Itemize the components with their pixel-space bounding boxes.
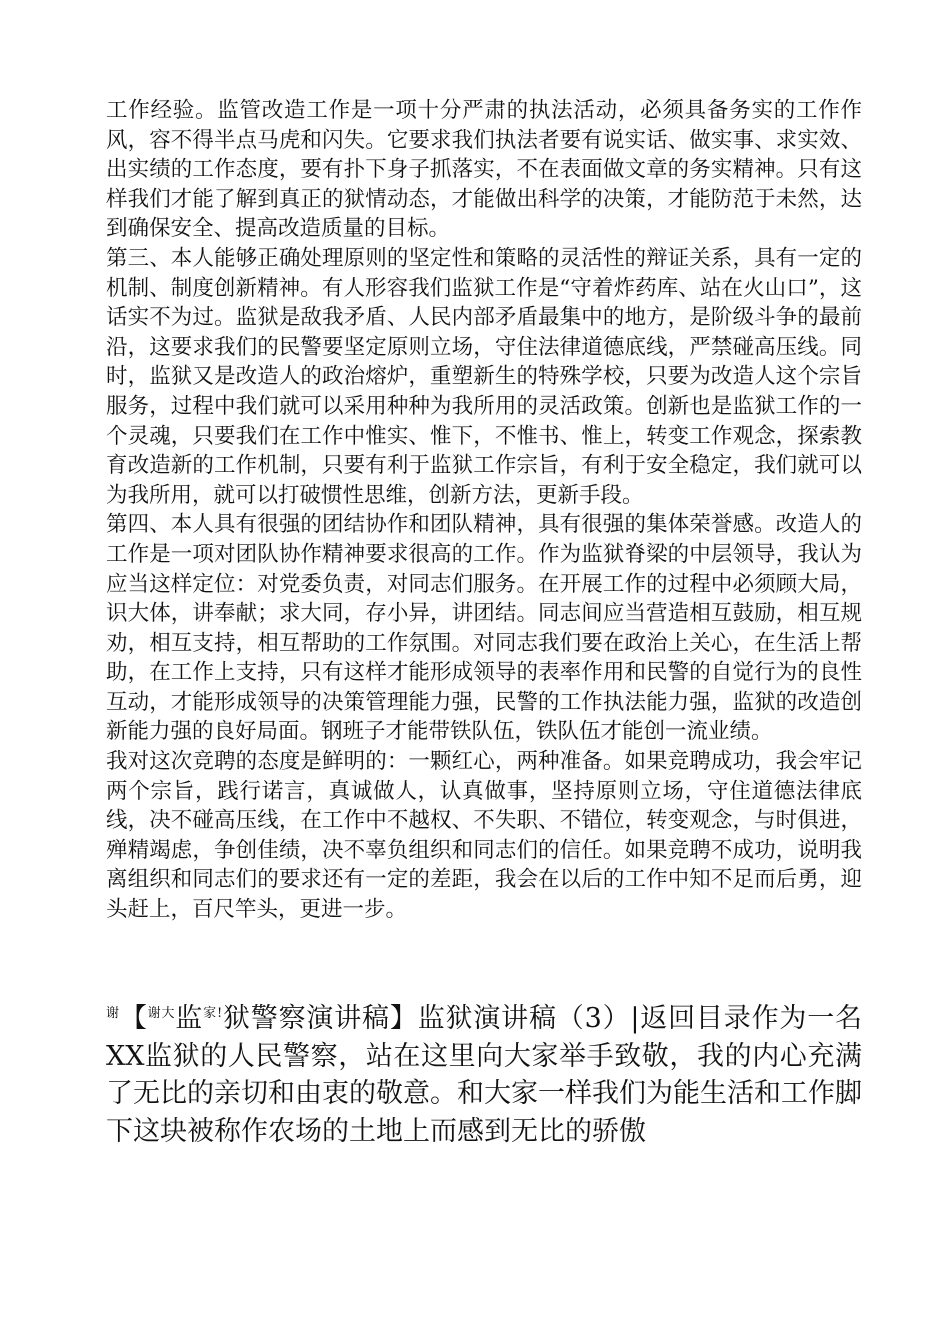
body-text [106,96,862,925]
superscript-text: 谢 [106,1006,120,1021]
paragraph-attitude: 我对这次竞聘的态度是鲜明的：一颗红心，两种准备。如果竞聘成功，我会牢记两个宗旨，践行诺言，真诚做人，认真做事，坚持原则立场，守住道德法律底线，决不碰高压线，在工作中不越权、不失职、不错位，转变观念，与时俱进，殚精竭虑，争创佳绩，决不辜负组织和同志们的信任。如果竞聘不成功，说明我离组织和同志们的要求还有一定的差距，我会在以后的工作中知不足而后勇，迎头赶上，百尺竿头，更进一步。 [106,749,862,923]
bracket-open: 【 [119,1003,148,1034]
paragraph-fourth-point: 第四、本人具有很强的团结协作和团队精神，具有很强的集体荣誉感。改造人的工作是一项对团队协作精神要求很高的工作。作为监狱脊梁的中层领导，我认为应当这样定位：对党委负责，对同志们服务。在开展工作的过程中必须顾大局，识大体，讲奉献；求大同，存小异，讲团结。同志间应当营造相互鼓励，相互规劝，相互支持，相互帮助的工作氛围。对同志我们要在政治上关心，在生活上帮助，在工作上支持，只有这样才能形成领导的表率作用和民警的自觉行为的良性互动，才能形成领导的决策管理能力强，民警的工作执法能力强，监狱的改造创新能力强的良好局面。钢班子才能带铁队伍，铁队伍才能创一流业绩。 [106,512,862,745]
paragraph-work-experience: 工作经验。监管改造工作是一项十分严肃的执法活动，必须具备务实的工作作风，容不得半点马虎和闪失。它要求我们执法者要有说实话、做实事、求实效、出实绩的工作态度，要有扑下身子抓落实，不在表面做文章的务实精神。只有这样我们才能了解到真正的狱情动态，才能做出科学的决策，才能防范于未然，达到确保安全、提高改造质量的目标。 [106,98,862,242]
speech-section [106,1000,862,1150]
heading-word: 监 [175,1003,204,1034]
heading-rest: 狱警察演讲稿】监狱演讲稿（3）|返回目录作为一名XX监狱的人民警察，站在这里向大家举手致敬，我的内心充满了无比的亲切和由衷的敬意。和大家一样我们为能生活和工作脚下这块被称作农场的土地上而感到无比的骄傲 [106,1003,863,1147]
superscript-text: 家! [203,1006,223,1021]
speech-heading-paragraph [106,1000,862,1150]
superscript-text: 谢大 [147,1006,176,1021]
paragraph-third-point: 第三、本人能够正确处理原则的坚定性和策略的灵活性的辩证关系，具有一定的机制、制度创新精神。有人形容我们监狱工作是“守着炸药库、站在火山口”，这话实不为过。监狱是敌我矛盾、人民内部矛盾最集中的地方，是阶级斗争的最前沿，这要求我们的民警要坚定原则立场，守住法律道德底线，严禁碰高压线。同时，监狱又是改造人的政治熔炉，重塑新生的特殊学校，只要为改造人这个宗旨服务，过程中我们就可以采用种种为我所用的灵活政策。创新也是监狱工作的一个灵魂，只要我们在工作中惟实、惟下，不惟书、惟上，转变工作观念，探索教育改造新的工作机制，只要有利于监狱工作宗旨，有利于安全稳定，我们就可以为我所用，就可以打破惯性思维，创新方法，更新手段。 [106,245,862,508]
